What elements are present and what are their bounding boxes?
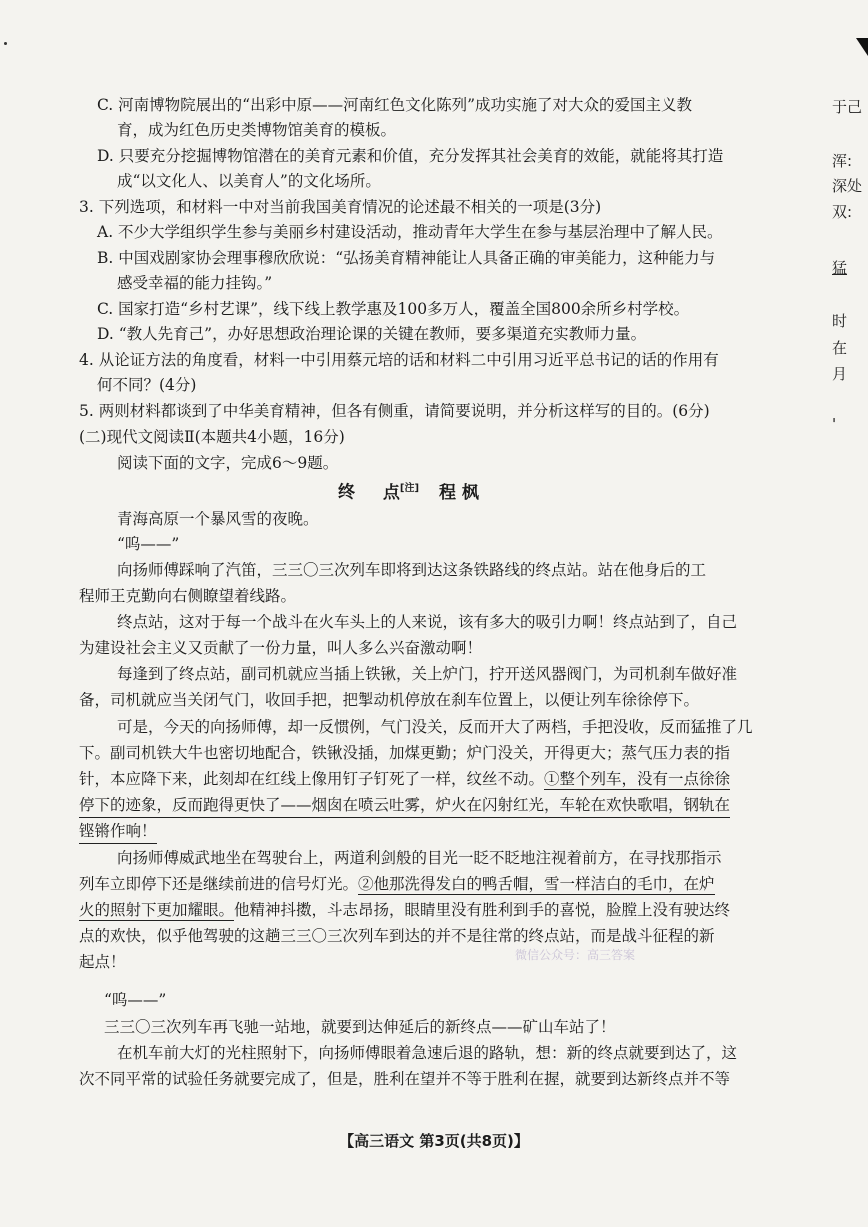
q3-option-c: C. 国家打造“乡村艺课”，线下线上教学惠及100多万人，覆盖全国800余所乡村学校。 (97, 300, 690, 318)
q5: 5. 两则材料都谈到了中华美育精神，但各有侧重，请简要说明，并分析这样写的目的。(6分) (79, 402, 710, 420)
watermark: 微信公众号：高三答案 (515, 948, 636, 962)
q2-option-c-line2: 育，成为红色历史类博物馆美育的模板。 (117, 121, 397, 139)
story-p5-line2: 备，司机就应当关闭气门，收回手把，把掣动机停放在刹车位置上，以便让列车徐徐停下。 (79, 691, 700, 709)
story-p7-line3-plain: 他精神抖擞，斗志昂扬，眼睛里没有胜利到手的喜悦，脸膛上没有驶达终 (234, 901, 731, 919)
edge-text-1: 于己 (832, 98, 863, 116)
underlined-sentence-2-end: 火的照射下更加耀眼。 (79, 901, 235, 919)
section-heading: (二)现代文阅读Ⅱ(本题共4小题，16分) (79, 428, 345, 446)
q3-option-d: D. “教人先育己”，办好思想政治理论课的关键在教师，要多渠道充实教师力量。 (97, 325, 647, 343)
scan-corner-mark (856, 38, 868, 56)
underlined-sentence-1: ①整个列车，没有一点徐徐 (544, 770, 731, 788)
q2-option-d-line1: D. 只要充分挖掘博物馆潜在的美育元素和价值，充分发挥其社会美育的效能，就能将其打造 (97, 147, 724, 165)
edge-text-6: 时 (832, 312, 848, 330)
q2-option-d-line2: 成“以文化人、以美育人”的文化场所。 (117, 172, 381, 190)
underlined-sentence-2: ②他那洗得发白的鸭舌帽，雪一样洁白的毛巾，在炉 (358, 875, 715, 893)
q3-option-b-line2: 感受幸福的能力挂钩。” (117, 274, 273, 292)
story-p3-line1: 向扬师傅踩响了汽笛，三三〇三次列车即将到达这条铁路线的终点站。站在他身后的工 (117, 561, 707, 579)
story-p6-line3-plain: 针，本应降下来，此刻却在红线上像用钉子钉死了一样，纹丝不动。 (79, 770, 545, 788)
story-p3-line2: 程师王克勤向右侧瞭望着线路。 (79, 587, 297, 605)
story-p5-line1: 每逢到了终点站，副司机就应当插上铁锹，关上炉门，拧开送风器阀门，为司机刹车做好准 (117, 665, 738, 683)
story-author: 程 枫 (438, 482, 479, 503)
story-p6-line1: 可是，今天的向扬师傅，却一反惯例，气门没关，反而开大了两档，手把没收，反而猛推了几 (117, 718, 753, 736)
story-p9: 三三〇三次列车再飞驰一站地，就要到达伸延后的新终点——矿山车站了！ (104, 1018, 616, 1036)
story-title (338, 478, 479, 504)
q3-option-b-line1: B. 中国戏剧家协会理事穆欣欣说：“弘扬美育精神能让人具备正确的审美能力，这种能力与 (97, 249, 716, 267)
story-p7-line2 (79, 873, 715, 895)
edge-text-4: 双: (832, 203, 853, 221)
story-title-char1: 终 (338, 482, 355, 503)
edge-text-5: 猛 (832, 259, 848, 277)
story-p10-line2: 次不同平常的试验任务就要完成了，但是，胜利在望并不等于胜利在握，就要到达新终点并不等 (79, 1070, 731, 1088)
story-title-char2: 点 (382, 482, 400, 503)
story-p8: “呜——” (104, 991, 167, 1009)
edge-text-2: 浑: (832, 152, 853, 170)
q2-option-c-line1: C. 河南博物院展出的“出彩中原——河南红色文化陈列”成功实施了对大众的爱国主义教 (97, 96, 693, 114)
story-p10-line1: 在机车前大灯的光柱照射下，向扬师傅眼着急速后退的路轨，想：新的终点就要到达了，这 (117, 1044, 738, 1062)
story-p7-line3 (79, 899, 730, 921)
edge-text-9: ' (832, 415, 837, 433)
story-title-note: [注] (399, 483, 420, 494)
story-p6-line2: 下。副司机铁大牛也密切地配合，铁锹没插，加煤更勤；炉门没关，开得更大；蒸气压力表的指 (79, 744, 731, 762)
edge-text-7: 在 (832, 339, 848, 357)
story-p6-line4-underlined: 停下的迹象，反而跑得更快了——烟囱在喷云吐雾，炉火在闪射红光，车轮在欢快歌唱，钢轨在 (79, 794, 730, 818)
story-p7-line5: 起点！ (79, 953, 126, 971)
q3-stem: 3. 下列选项，和材料一中对当前我国美育情况的论述最不相关的一项是(3分) (79, 198, 602, 216)
story-p7-line2-plain: 列车立即停下还是继续前进的信号灯光。 (79, 875, 359, 893)
story-p4-line1: 终点站，这对于每一个战斗在火车头上的人来说，该有多大的吸引力啊！终点站到了，自己 (117, 613, 738, 631)
edge-text-8: 月 (832, 365, 848, 383)
story-p2: “呜——” (117, 535, 180, 553)
q4-line1: 4. 从论证方法的角度看，材料一中引用蔡元培的话和材料二中引用习近平总书记的话的作用有 (79, 351, 719, 369)
q4-line2: 何不同？(4分) (97, 376, 197, 394)
story-p4-line2: 为建设社会主义又贡献了一份力量，叫人多么兴奋激动啊！ (79, 639, 483, 657)
scan-speck (4, 42, 7, 45)
story-p6-line3 (79, 768, 730, 790)
story-p7-line1: 向扬师傅威武地坐在驾驶台上，两道利剑般的目光一眨不眨地注视着前方，在寻找那指示 (117, 849, 722, 867)
q3-option-a: A. 不少大学组织学生参与美丽乡村建设活动，推动青年大学生在参与基层治理中了解人民。 (97, 223, 723, 241)
edge-text-3: 深处 (832, 177, 863, 195)
story-p6-line5-underlined: 铿锵作响！ (79, 820, 157, 844)
section-instruction: 阅读下面的文字，完成6～9题。 (117, 454, 339, 472)
story-p7-line4: 点的欢快，似乎他驾驶的这趟三三〇三次列车到达的并不是往常的终点站，而是战斗征程的新 (79, 927, 715, 945)
story-p1: 青海高原一个暴风雪的夜晚。 (117, 510, 319, 528)
page-footer: 【高三语文 第3页(共8页)】 (339, 1132, 529, 1150)
